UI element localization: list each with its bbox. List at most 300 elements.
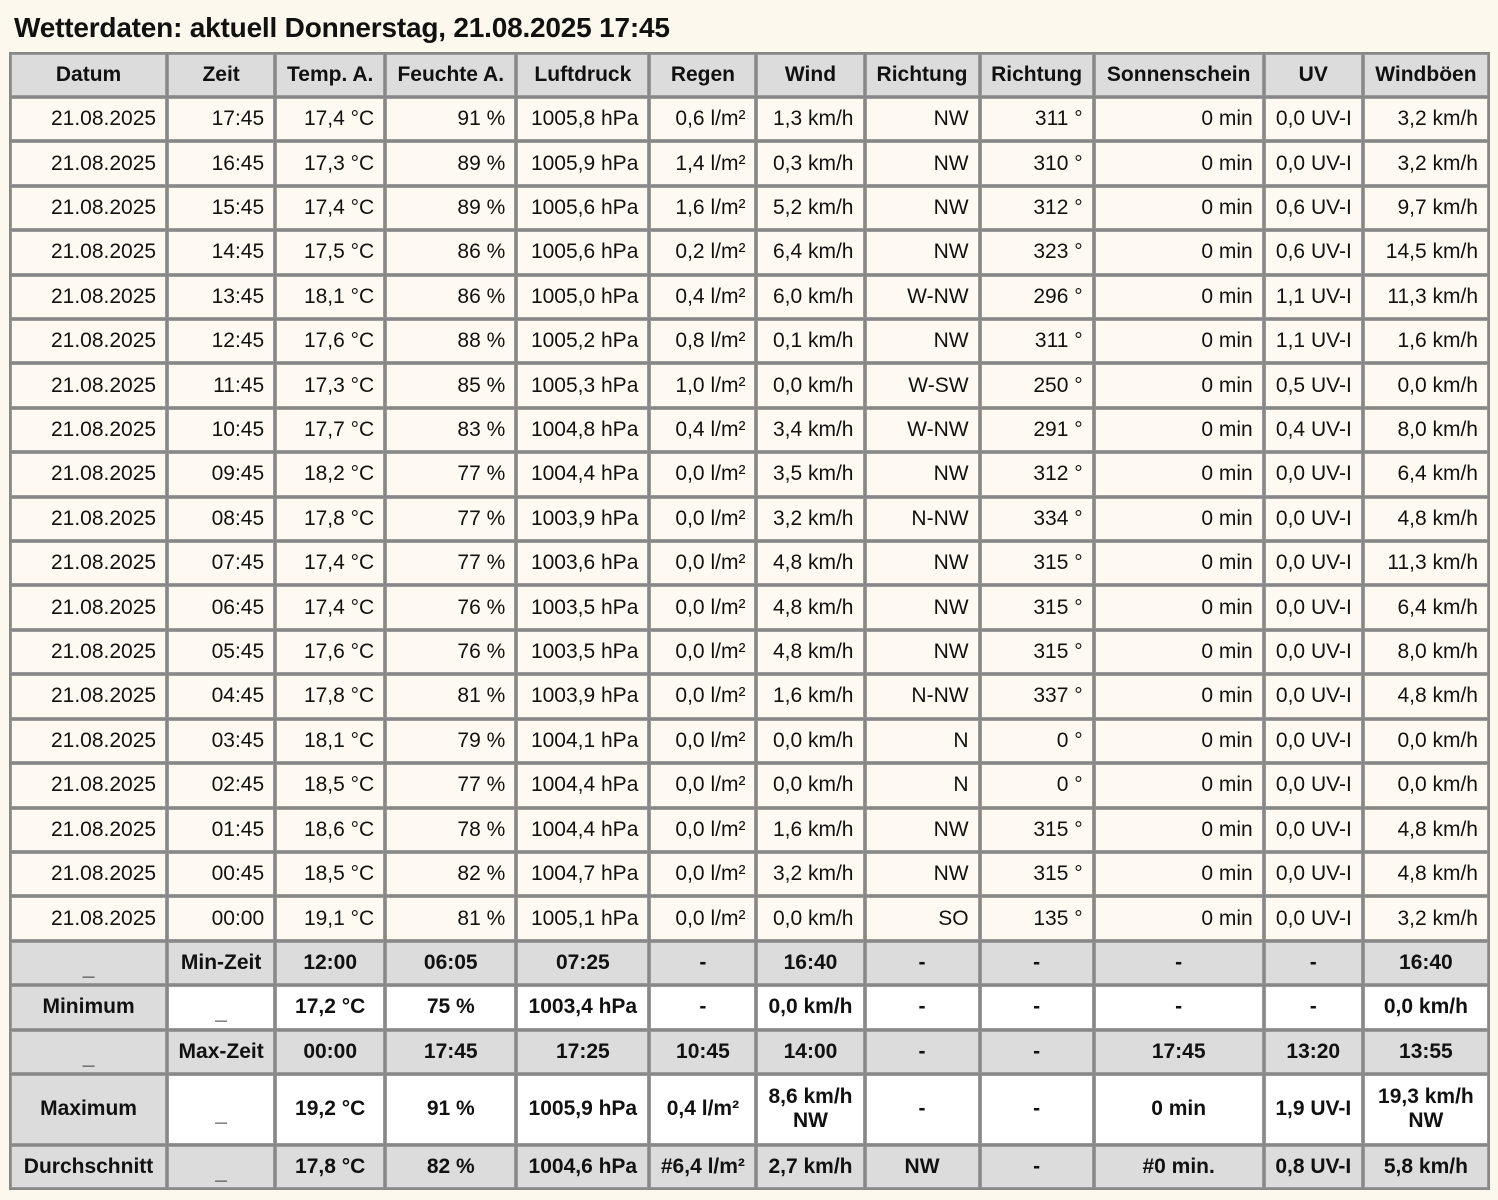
table-cell: NW (866, 187, 979, 229)
table-cell: 12:45 (168, 320, 274, 362)
summary-cell: - (866, 986, 979, 1028)
table-cell: 0 min (1095, 320, 1263, 362)
table-cell: 1003,5 hPa (517, 586, 648, 628)
col-header: Feuchte A. (386, 54, 515, 96)
table-cell: 76 % (386, 586, 515, 628)
table-cell: 17,6 °C (276, 320, 384, 362)
summary-cell: - (866, 1031, 979, 1073)
table-cell: 21.08.2025 (11, 853, 166, 895)
summary-cell: - (1095, 986, 1263, 1028)
table-cell: NW (866, 853, 979, 895)
table-cell: 0,0 l/m² (650, 764, 755, 806)
table-cell: 1003,9 hPa (517, 675, 648, 717)
table-cell: 1004,7 hPa (517, 853, 648, 895)
table-cell: 88 % (386, 320, 515, 362)
table-cell: 311 ° (981, 320, 1093, 362)
table-cell: 16:45 (168, 142, 274, 184)
table-cell: 11,3 km/h (1364, 542, 1488, 584)
table-cell: N-NW (866, 675, 979, 717)
table-cell: 14,5 km/h (1364, 231, 1488, 273)
table-cell: 21.08.2025 (11, 320, 166, 362)
table-cell: 1,6 km/h (1364, 320, 1488, 362)
table-cell: NW (866, 809, 979, 851)
summary-cell: - (981, 1031, 1093, 1073)
table-cell: 21.08.2025 (11, 142, 166, 184)
table-cell: 0,4 UV-I (1265, 409, 1362, 451)
summary-cell: #0 min. (1095, 1146, 1263, 1188)
table-cell: 17,8 °C (276, 675, 384, 717)
summary-cell: - (981, 1075, 1093, 1144)
table-cell: NW (866, 453, 979, 495)
table-cell: 6,4 km/h (1364, 586, 1488, 628)
table-cell: 0 min (1095, 809, 1263, 851)
summary-cell: 0,0 km/h (757, 986, 863, 1028)
table-cell: 18,5 °C (276, 853, 384, 895)
table-row (11, 453, 1488, 495)
table-cell: 03:45 (168, 720, 274, 762)
summary-cell: 5,8 km/h (1364, 1146, 1488, 1188)
col-header: Richtung (866, 54, 979, 96)
table-cell: 0,6 UV-I (1265, 231, 1362, 273)
table-cell: W-SW (866, 364, 979, 406)
table-row (11, 853, 1488, 895)
table-cell: 0,0 km/h (1364, 720, 1488, 762)
summary-cell: 17,2 °C (276, 986, 384, 1028)
table-cell: 21.08.2025 (11, 631, 166, 673)
table-cell: 21.08.2025 (11, 276, 166, 318)
table-cell: 1005,6 hPa (517, 231, 648, 273)
table-cell: 00:00 (168, 897, 274, 939)
table-cell: 04:45 (168, 675, 274, 717)
minimum-row (11, 986, 1488, 1028)
table-cell: 6,4 km/h (757, 231, 863, 273)
summary-cell: 10:45 (650, 1031, 755, 1073)
table-cell: 21.08.2025 (11, 364, 166, 406)
summary-cell: - (650, 942, 755, 984)
table-cell: 312 ° (981, 453, 1093, 495)
table-cell: 1,1 UV-I (1265, 276, 1362, 318)
table-row (11, 320, 1488, 362)
table-cell: 0,4 l/m² (650, 276, 755, 318)
header-row (11, 54, 1488, 96)
table-row (11, 409, 1488, 451)
table-cell: 4,8 km/h (757, 631, 863, 673)
table-cell: 0,6 l/m² (650, 98, 755, 140)
table-cell: 01:45 (168, 809, 274, 851)
table-cell: 18,6 °C (276, 809, 384, 851)
table-cell: 0,0 UV-I (1265, 498, 1362, 540)
table-cell: 21.08.2025 (11, 586, 166, 628)
table-row (11, 142, 1488, 184)
table-cell: 0 min (1095, 764, 1263, 806)
table-cell: 17,4 °C (276, 586, 384, 628)
table-cell: 0 min (1095, 364, 1263, 406)
summary-cell: 16:40 (1364, 942, 1488, 984)
table-cell: 0,0 l/m² (650, 542, 755, 584)
table-cell: 0 min (1095, 453, 1263, 495)
table-row (11, 231, 1488, 273)
summary-label: Maximum (11, 1075, 166, 1144)
table-cell: 17,5 °C (276, 231, 384, 273)
col-header: Temp. A. (276, 54, 384, 96)
summary-cell: 19,2 °C (276, 1075, 384, 1144)
table-row (11, 276, 1488, 318)
table-cell: 4,8 km/h (1364, 809, 1488, 851)
maximum-row (11, 1075, 1488, 1144)
table-cell: 85 % (386, 364, 515, 406)
average-row (11, 1146, 1488, 1188)
table-cell: W-NW (866, 409, 979, 451)
table-row (11, 897, 1488, 939)
summary-cell: 1,9 UV-I (1265, 1075, 1362, 1144)
table-cell: NW (866, 631, 979, 673)
table-row (11, 586, 1488, 628)
table-cell: 1005,9 hPa (517, 142, 648, 184)
table-cell: 1005,8 hPa (517, 98, 648, 140)
table-cell: 83 % (386, 409, 515, 451)
summary-cell: 0,4 l/m² (650, 1075, 755, 1144)
table-cell: 0 min (1095, 142, 1263, 184)
table-cell: 1,6 l/m² (650, 187, 755, 229)
table-cell: 0,0 UV-I (1265, 142, 1362, 184)
table-cell: 15:45 (168, 187, 274, 229)
table-cell: 1,4 l/m² (650, 142, 755, 184)
col-header: Datum (11, 54, 166, 96)
summary-cell: 1005,9 hPa (517, 1075, 648, 1144)
table-cell: 1004,4 hPa (517, 809, 648, 851)
table-cell: 76 % (386, 631, 515, 673)
table-cell: 17,4 °C (276, 187, 384, 229)
table-cell: 8,0 km/h (1364, 631, 1488, 673)
table-cell: 0 min (1095, 542, 1263, 584)
table-cell: 11,3 km/h (1364, 276, 1488, 318)
table-cell: 0,0 l/m² (650, 720, 755, 762)
table-cell: 05:45 (168, 631, 274, 673)
summary-cell: NW (866, 1146, 979, 1188)
weather-table (9, 52, 1490, 1190)
summary-cell: - (981, 986, 1093, 1028)
table-cell: 79 % (386, 720, 515, 762)
table-cell: 0,0 UV-I (1265, 720, 1362, 762)
table-cell: 0,0 l/m² (650, 809, 755, 851)
table-cell: N (866, 764, 979, 806)
table-cell: 0,0 km/h (757, 720, 863, 762)
table-cell: 21.08.2025 (11, 809, 166, 851)
summary-cell: 17:45 (1095, 1031, 1263, 1073)
summary-cell: - (1265, 986, 1362, 1028)
summary-cell: 8,6 km/h NW (757, 1075, 863, 1144)
table-cell: 1003,5 hPa (517, 631, 648, 673)
table-cell: 1004,4 hPa (517, 764, 648, 806)
table-cell: 3,2 km/h (1364, 897, 1488, 939)
summary-cell: _ (11, 1031, 166, 1073)
summary-cell: 13:55 (1364, 1031, 1488, 1073)
table-cell: 21.08.2025 (11, 542, 166, 584)
table-cell: 09:45 (168, 453, 274, 495)
table-cell: 77 % (386, 453, 515, 495)
summary-cell: 1003,4 hPa (517, 986, 648, 1028)
table-cell: 4,8 km/h (757, 542, 863, 584)
table-cell: 334 ° (981, 498, 1093, 540)
table-cell: 0,0 km/h (757, 364, 863, 406)
summary-cell: 14:00 (757, 1031, 863, 1073)
table-cell: 1005,2 hPa (517, 320, 648, 362)
table-cell: 77 % (386, 542, 515, 584)
table-cell: 0,6 UV-I (1265, 187, 1362, 229)
table-cell: 81 % (386, 675, 515, 717)
summary-cell: _ (168, 986, 274, 1028)
table-cell: 17,3 °C (276, 364, 384, 406)
table-cell: NW (866, 231, 979, 273)
summary-cell: 0 min (1095, 1075, 1263, 1144)
table-cell: 0 min (1095, 187, 1263, 229)
table-cell: 21.08.2025 (11, 98, 166, 140)
summary-cell: 91 % (386, 1075, 515, 1144)
table-cell: 78 % (386, 809, 515, 851)
table-cell: 0,0 UV-I (1265, 542, 1362, 584)
table-cell: 17,6 °C (276, 631, 384, 673)
table-row (11, 187, 1488, 229)
table-cell: 0,0 l/m² (650, 675, 755, 717)
table-cell: 0,0 l/m² (650, 897, 755, 939)
table-cell: 3,2 km/h (1364, 142, 1488, 184)
table-cell: 0,0 UV-I (1265, 675, 1362, 717)
summary-cell: 82 % (386, 1146, 515, 1188)
table-cell: 0,0 UV-I (1265, 98, 1362, 140)
table-cell: 0,0 UV-I (1265, 631, 1362, 673)
table-cell: 1005,1 hPa (517, 897, 648, 939)
summary-cell: 16:40 (757, 942, 863, 984)
table-cell: 21.08.2025 (11, 675, 166, 717)
table-cell: 312 ° (981, 187, 1093, 229)
table-cell: 14:45 (168, 231, 274, 273)
table-cell: 19,1 °C (276, 897, 384, 939)
summary-cell: - (866, 1075, 979, 1144)
table-cell: 00:45 (168, 853, 274, 895)
table-cell: 315 ° (981, 631, 1093, 673)
table-cell: 89 % (386, 187, 515, 229)
summary-cell: 1004,6 hPa (517, 1146, 648, 1188)
table-cell: 315 ° (981, 542, 1093, 584)
table-cell: 9,7 km/h (1364, 187, 1488, 229)
table-cell: 0,0 l/m² (650, 853, 755, 895)
table-cell: 1004,4 hPa (517, 453, 648, 495)
summary-cell: _ (11, 942, 166, 984)
table-cell: 17,4 °C (276, 98, 384, 140)
summary-cell: 13:20 (1265, 1031, 1362, 1073)
table-cell: 0,0 km/h (757, 897, 863, 939)
summary-label: Durchschnitt (11, 1146, 166, 1188)
table-cell: 1005,6 hPa (517, 187, 648, 229)
col-header: Richtung (981, 54, 1093, 96)
table-cell: W-NW (866, 276, 979, 318)
summary-cell: - (866, 942, 979, 984)
min-time-row (11, 942, 1488, 984)
summary-cell: - (1265, 942, 1362, 984)
summary-cell: 17:45 (386, 1031, 515, 1073)
summary-cell: 2,7 km/h (757, 1146, 863, 1188)
table-cell: 311 ° (981, 98, 1093, 140)
table-cell: 08:45 (168, 498, 274, 540)
table-cell: 1005,3 hPa (517, 364, 648, 406)
table-cell: 0,8 l/m² (650, 320, 755, 362)
table-cell: 0,0 UV-I (1265, 809, 1362, 851)
table-cell: 0,0 UV-I (1265, 586, 1362, 628)
table-cell: 18,1 °C (276, 276, 384, 318)
table-cell: 4,8 km/h (1364, 498, 1488, 540)
table-cell: 18,2 °C (276, 453, 384, 495)
table-cell: 0,0 km/h (757, 764, 863, 806)
table-cell: 3,2 km/h (757, 853, 863, 895)
table-cell: 21.08.2025 (11, 231, 166, 273)
summary-cell: 19,3 km/h NW (1364, 1075, 1488, 1144)
col-header: Sonnenschein (1095, 54, 1263, 96)
table-row (11, 809, 1488, 851)
table-cell: 1003,6 hPa (517, 542, 648, 584)
table-cell: 1004,1 hPa (517, 720, 648, 762)
table-cell: NW (866, 98, 979, 140)
table-cell: 1,1 UV-I (1265, 320, 1362, 362)
max-time-row (11, 1031, 1488, 1073)
table-cell: 77 % (386, 764, 515, 806)
summary-cell: 07:25 (517, 942, 648, 984)
table-cell: 82 % (386, 853, 515, 895)
table-cell: 3,2 km/h (757, 498, 863, 540)
table-cell: 0,4 l/m² (650, 409, 755, 451)
table-cell: 1,0 l/m² (650, 364, 755, 406)
table-cell: 18,1 °C (276, 720, 384, 762)
page-title: Wetterdaten: aktuell Donnerstag, 21.08.2025 17:45 (14, 12, 670, 43)
table-cell: 17,3 °C (276, 142, 384, 184)
table-cell: 86 % (386, 231, 515, 273)
summary-cell: 0,8 UV-I (1265, 1146, 1362, 1188)
table-cell: 0,0 l/m² (650, 453, 755, 495)
table-cell: 0 ° (981, 764, 1093, 806)
col-header: Wind (757, 54, 863, 96)
table-cell: 0 min (1095, 675, 1263, 717)
summary-cell: 00:00 (276, 1031, 384, 1073)
table-cell: 0 min (1095, 498, 1263, 540)
table-cell: 315 ° (981, 586, 1093, 628)
table-cell: 13:45 (168, 276, 274, 318)
table-cell: N (866, 720, 979, 762)
summary-cell: - (981, 942, 1093, 984)
summary-cell: 17:25 (517, 1031, 648, 1073)
col-header: Zeit (168, 54, 274, 96)
table-row (11, 364, 1488, 406)
table-cell: 310 ° (981, 142, 1093, 184)
table-cell: 1,6 km/h (757, 675, 863, 717)
summary-cell: Max-Zeit (168, 1031, 274, 1073)
summary-cell: 17,8 °C (276, 1146, 384, 1188)
table-cell: 0 min (1095, 720, 1263, 762)
summary-rows (11, 942, 1488, 1188)
table-cell: 4,8 km/h (757, 586, 863, 628)
table-cell: 0 min (1095, 853, 1263, 895)
table-cell: 0,0 km/h (1364, 764, 1488, 806)
table-cell: 1,3 km/h (757, 98, 863, 140)
table-cell: 10:45 (168, 409, 274, 451)
table-cell: 5,2 km/h (757, 187, 863, 229)
table-cell: NW (866, 320, 979, 362)
table-row (11, 98, 1488, 140)
table-cell: 0 min (1095, 409, 1263, 451)
table-cell: 6,0 km/h (757, 276, 863, 318)
table-cell: 21.08.2025 (11, 498, 166, 540)
data-rows (11, 98, 1488, 940)
table-cell: 21.08.2025 (11, 187, 166, 229)
table-cell: 77 % (386, 498, 515, 540)
summary-cell: Min-Zeit (168, 942, 274, 984)
table-row (11, 498, 1488, 540)
table-cell: NW (866, 542, 979, 584)
table-cell: N-NW (866, 498, 979, 540)
table-cell: 296 ° (981, 276, 1093, 318)
summary-cell: _ (168, 1075, 274, 1144)
table-cell: 0 min (1095, 586, 1263, 628)
table-cell: 3,5 km/h (757, 453, 863, 495)
table-cell: 21.08.2025 (11, 720, 166, 762)
table-cell: NW (866, 586, 979, 628)
table-cell: 89 % (386, 142, 515, 184)
table-cell: 91 % (386, 98, 515, 140)
summary-cell: 06:05 (386, 942, 515, 984)
table-cell: 0,0 UV-I (1265, 764, 1362, 806)
table-cell: 0,0 UV-I (1265, 897, 1362, 939)
table-row (11, 720, 1488, 762)
table-cell: 21.08.2025 (11, 764, 166, 806)
table-cell: 0,0 l/m² (650, 631, 755, 673)
table-cell: NW (866, 142, 979, 184)
table-cell: 3,4 km/h (757, 409, 863, 451)
table-cell: 0 min (1095, 631, 1263, 673)
summary-cell: - (650, 986, 755, 1028)
table-cell: 18,5 °C (276, 764, 384, 806)
col-header: Regen (650, 54, 755, 96)
summary-label: Minimum (11, 986, 166, 1028)
col-header: UV (1265, 54, 1362, 96)
table-cell: 135 ° (981, 897, 1093, 939)
col-header: Windböen (1364, 54, 1488, 96)
table-cell: 337 ° (981, 675, 1093, 717)
table-cell: SO (866, 897, 979, 939)
summary-cell: _ (168, 1146, 274, 1188)
table-row (11, 542, 1488, 584)
table-cell: 07:45 (168, 542, 274, 584)
table-cell: 0,3 km/h (757, 142, 863, 184)
table-cell: 0 min (1095, 276, 1263, 318)
table-cell: 0,0 km/h (1364, 364, 1488, 406)
table-cell: 315 ° (981, 853, 1093, 895)
table-cell: 4,8 km/h (1364, 675, 1488, 717)
table-cell: 1004,8 hPa (517, 409, 648, 451)
table-cell: 17:45 (168, 98, 274, 140)
table-cell: 4,8 km/h (1364, 853, 1488, 895)
summary-cell: 12:00 (276, 942, 384, 984)
table-cell: 86 % (386, 276, 515, 318)
table-cell: 02:45 (168, 764, 274, 806)
table-cell: 250 ° (981, 364, 1093, 406)
table-cell: 17,8 °C (276, 498, 384, 540)
summary-cell: 75 % (386, 986, 515, 1028)
table-cell: 0 min (1095, 231, 1263, 273)
table-row (11, 675, 1488, 717)
table-cell: 0,0 UV-I (1265, 853, 1362, 895)
table-cell: 3,2 km/h (1364, 98, 1488, 140)
table-cell: 291 ° (981, 409, 1093, 451)
table-cell: 0,0 UV-I (1265, 453, 1362, 495)
table-cell: 0,0 l/m² (650, 498, 755, 540)
